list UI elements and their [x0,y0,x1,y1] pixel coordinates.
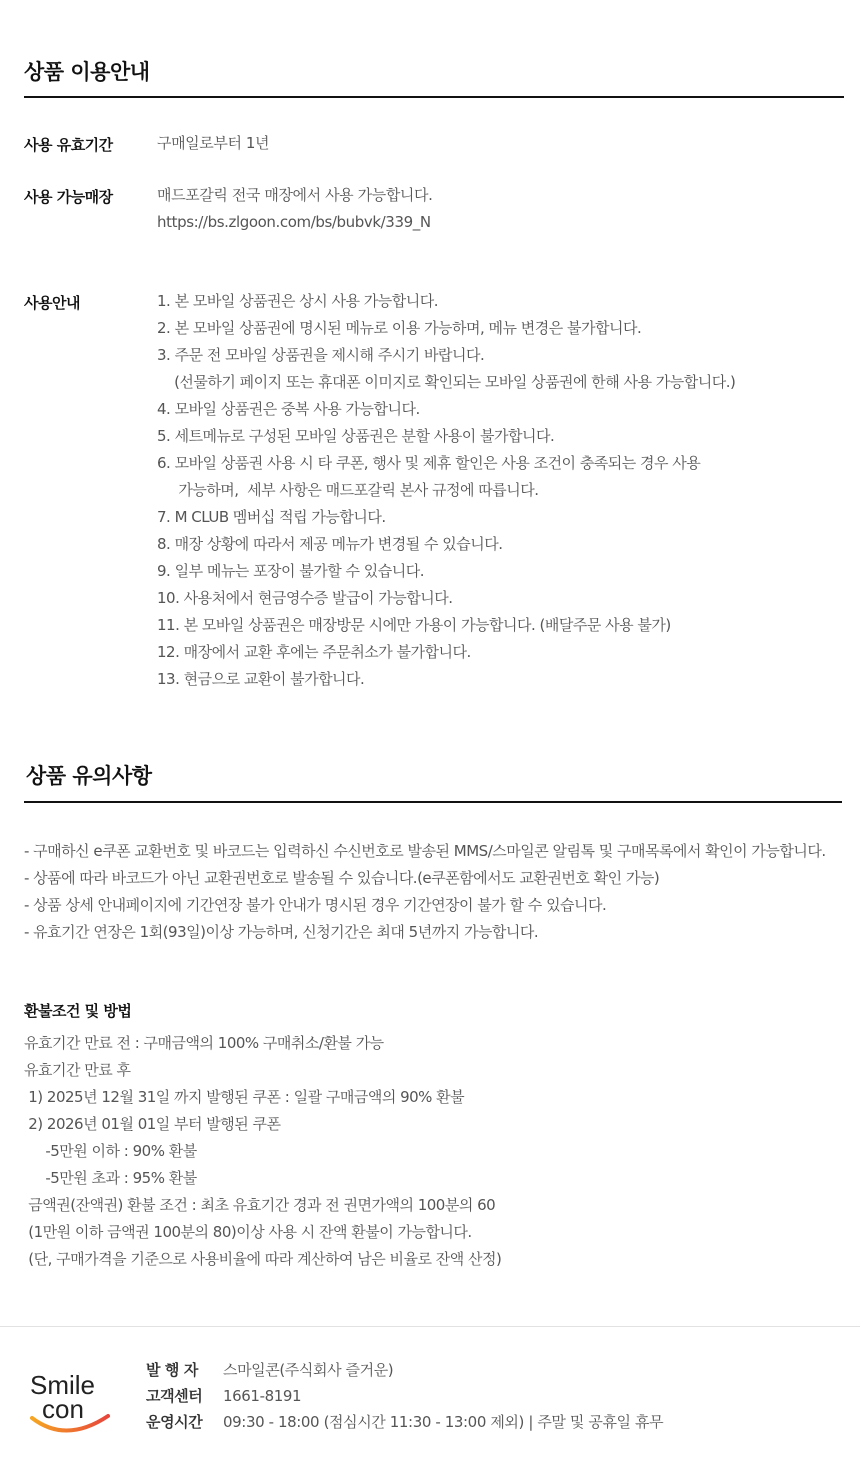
usage-item: 5. 세트메뉴로 구성된 모바일 상품권은 분할 사용이 불가합니다. [157,427,555,445]
refund-line: 금액권(잔액권) 환불 조건 : 최초 유효기간 경과 전 권면가액의 100분의 60 [24,1196,496,1214]
smilecon-logo [26,1368,116,1438]
refund-conditions [24,1030,501,1273]
usage-item: (선물하기 페이지 또는 휴대폰 이미지로 확인되는 모바일 상품권에 한해 사용 가능합니다.) [157,373,736,391]
usage-item: 8. 매장 상황에 따라서 제공 메뉴가 변경될 수 있습니다. [157,535,503,553]
validity-value: 구매일로부터 1년 [157,134,270,152]
refund-line: -5만원 초과 : 95% 환불 [24,1169,197,1187]
logo-text-smile: Smile [30,1370,96,1400]
company-info [146,1357,663,1435]
usage-item: 13. 현금으로 교환이 불가합니다. [157,670,365,688]
usage-item: 7. M CLUB 멤버십 적립 가능합니다. [157,508,386,526]
caution-note: - 상품에 따라 바코드가 아닌 교환권번호로 발송될 수 있습니다.(e쿠폰함에서도 교환권번호 확인 가능) [24,869,660,887]
store-link[interactable]: https://bs.zlgoon.com/bs/bubvk/339_N [157,213,431,231]
hours-label: 운영시간 [146,1413,203,1431]
refund-line: 1) 2025년 12월 31일 까지 발행된 쿠폰 : 일괄 구매금액의 90% 환불 [24,1088,465,1106]
validity-label: 사용 유효기간 [24,136,113,154]
refund-line: 2) 2026년 01월 01일 부터 발행된 쿠폰 [24,1115,281,1133]
caution-divider [24,801,842,803]
usage-item: 11. 본 모바일 상품권은 매장방문 시에만 가용이 가능합니다. (배달주문 사용 불가) [157,616,671,634]
logo-text-con: con [42,1394,84,1424]
store-value: 매드포갈릭 전국 매장에서 사용 가능합니다. [157,186,433,204]
publisher-row [146,1357,663,1383]
caution-title: 상품 유의사항 [26,764,152,788]
refund-line: (단, 구매가격을 기준으로 사용비율에 따라 계산하여 남은 비율로 잔액 산정) [24,1250,502,1268]
refund-line: (1만원 이하 금액권 100분의 80)이상 사용 시 잔액 환불이 가능합니다. [24,1223,472,1241]
cs-value[interactable]: 1661-8191 [223,1387,302,1405]
product-info-divider [24,96,844,98]
usage-label: 사용안내 [24,294,80,312]
refund-line: 유효기간 만료 전 : 구매금액의 100% 구매취소/환불 가능 [24,1034,384,1052]
cs-row [146,1383,663,1409]
usage-item: 가능하며, 세부 사항은 매드포갈릭 본사 규정에 따릅니다. [157,481,539,499]
cs-label: 고객센터 [146,1387,203,1405]
usage-item: 2. 본 모바일 상품권에 명시된 메뉴로 이용 가능하며, 메뉴 변경은 불가합니다. [157,319,642,337]
usage-list [157,288,735,693]
store-label: 사용 가능매장 [24,188,113,206]
usage-item: 1. 본 모바일 상품권은 상시 사용 가능합니다. [157,292,439,310]
caution-note: - 유효기간 연장은 1회(93일)이상 가능하며, 신청기간은 최대 5년까지 가능합니다. [24,923,539,941]
publisher-label: 발 행 자 [146,1361,198,1379]
caution-note: - 구매하신 e쿠폰 교환번호 및 바코드는 입력하신 수신번호로 발송된 MMS/스마일콘 알림톡 및 구매목록에서 확인이 가능합니다. [24,842,826,860]
publisher-value: 스마일콘(주식회사 즐거운) [223,1361,394,1379]
hours-value: 09:30 - 18:00 (점심시간 11:30 - 13:00 제외) | 주말 및 공휴일 휴무 [223,1413,664,1431]
product-info-title: 상품 이용안내 [24,60,150,84]
usage-item: 4. 모바일 상품권은 중복 사용 가능합니다. [157,400,420,418]
caution-notes [24,838,836,946]
usage-item: 10. 사용처에서 현금영수증 발급이 가능합니다. [157,589,453,607]
caution-note: - 상품 상세 안내페이지에 기간연장 불가 안내가 명시된 경우 기간연장이 불가 할 수 있습니다. [24,896,607,914]
refund-line: -5만원 이하 : 90% 환불 [24,1142,197,1160]
footer-divider [0,1326,860,1327]
usage-item: 3. 주문 전 모바일 상품권을 제시해 주시기 바랍니다. [157,346,485,364]
refund-title: 환불조건 및 방법 [24,1002,132,1020]
usage-item: 9. 일부 메뉴는 포장이 불가할 수 있습니다. [157,562,425,580]
usage-item: 6. 모바일 상품권 사용 시 타 쿠폰, 행사 및 제휴 할인은 사용 조건이 충족되는 경우 사용 [157,454,701,472]
hours-row [146,1409,663,1435]
usage-item: 12. 매장에서 교환 후에는 주문취소가 불가합니다. [157,643,471,661]
refund-line: 유효기간 만료 후 [24,1061,131,1079]
